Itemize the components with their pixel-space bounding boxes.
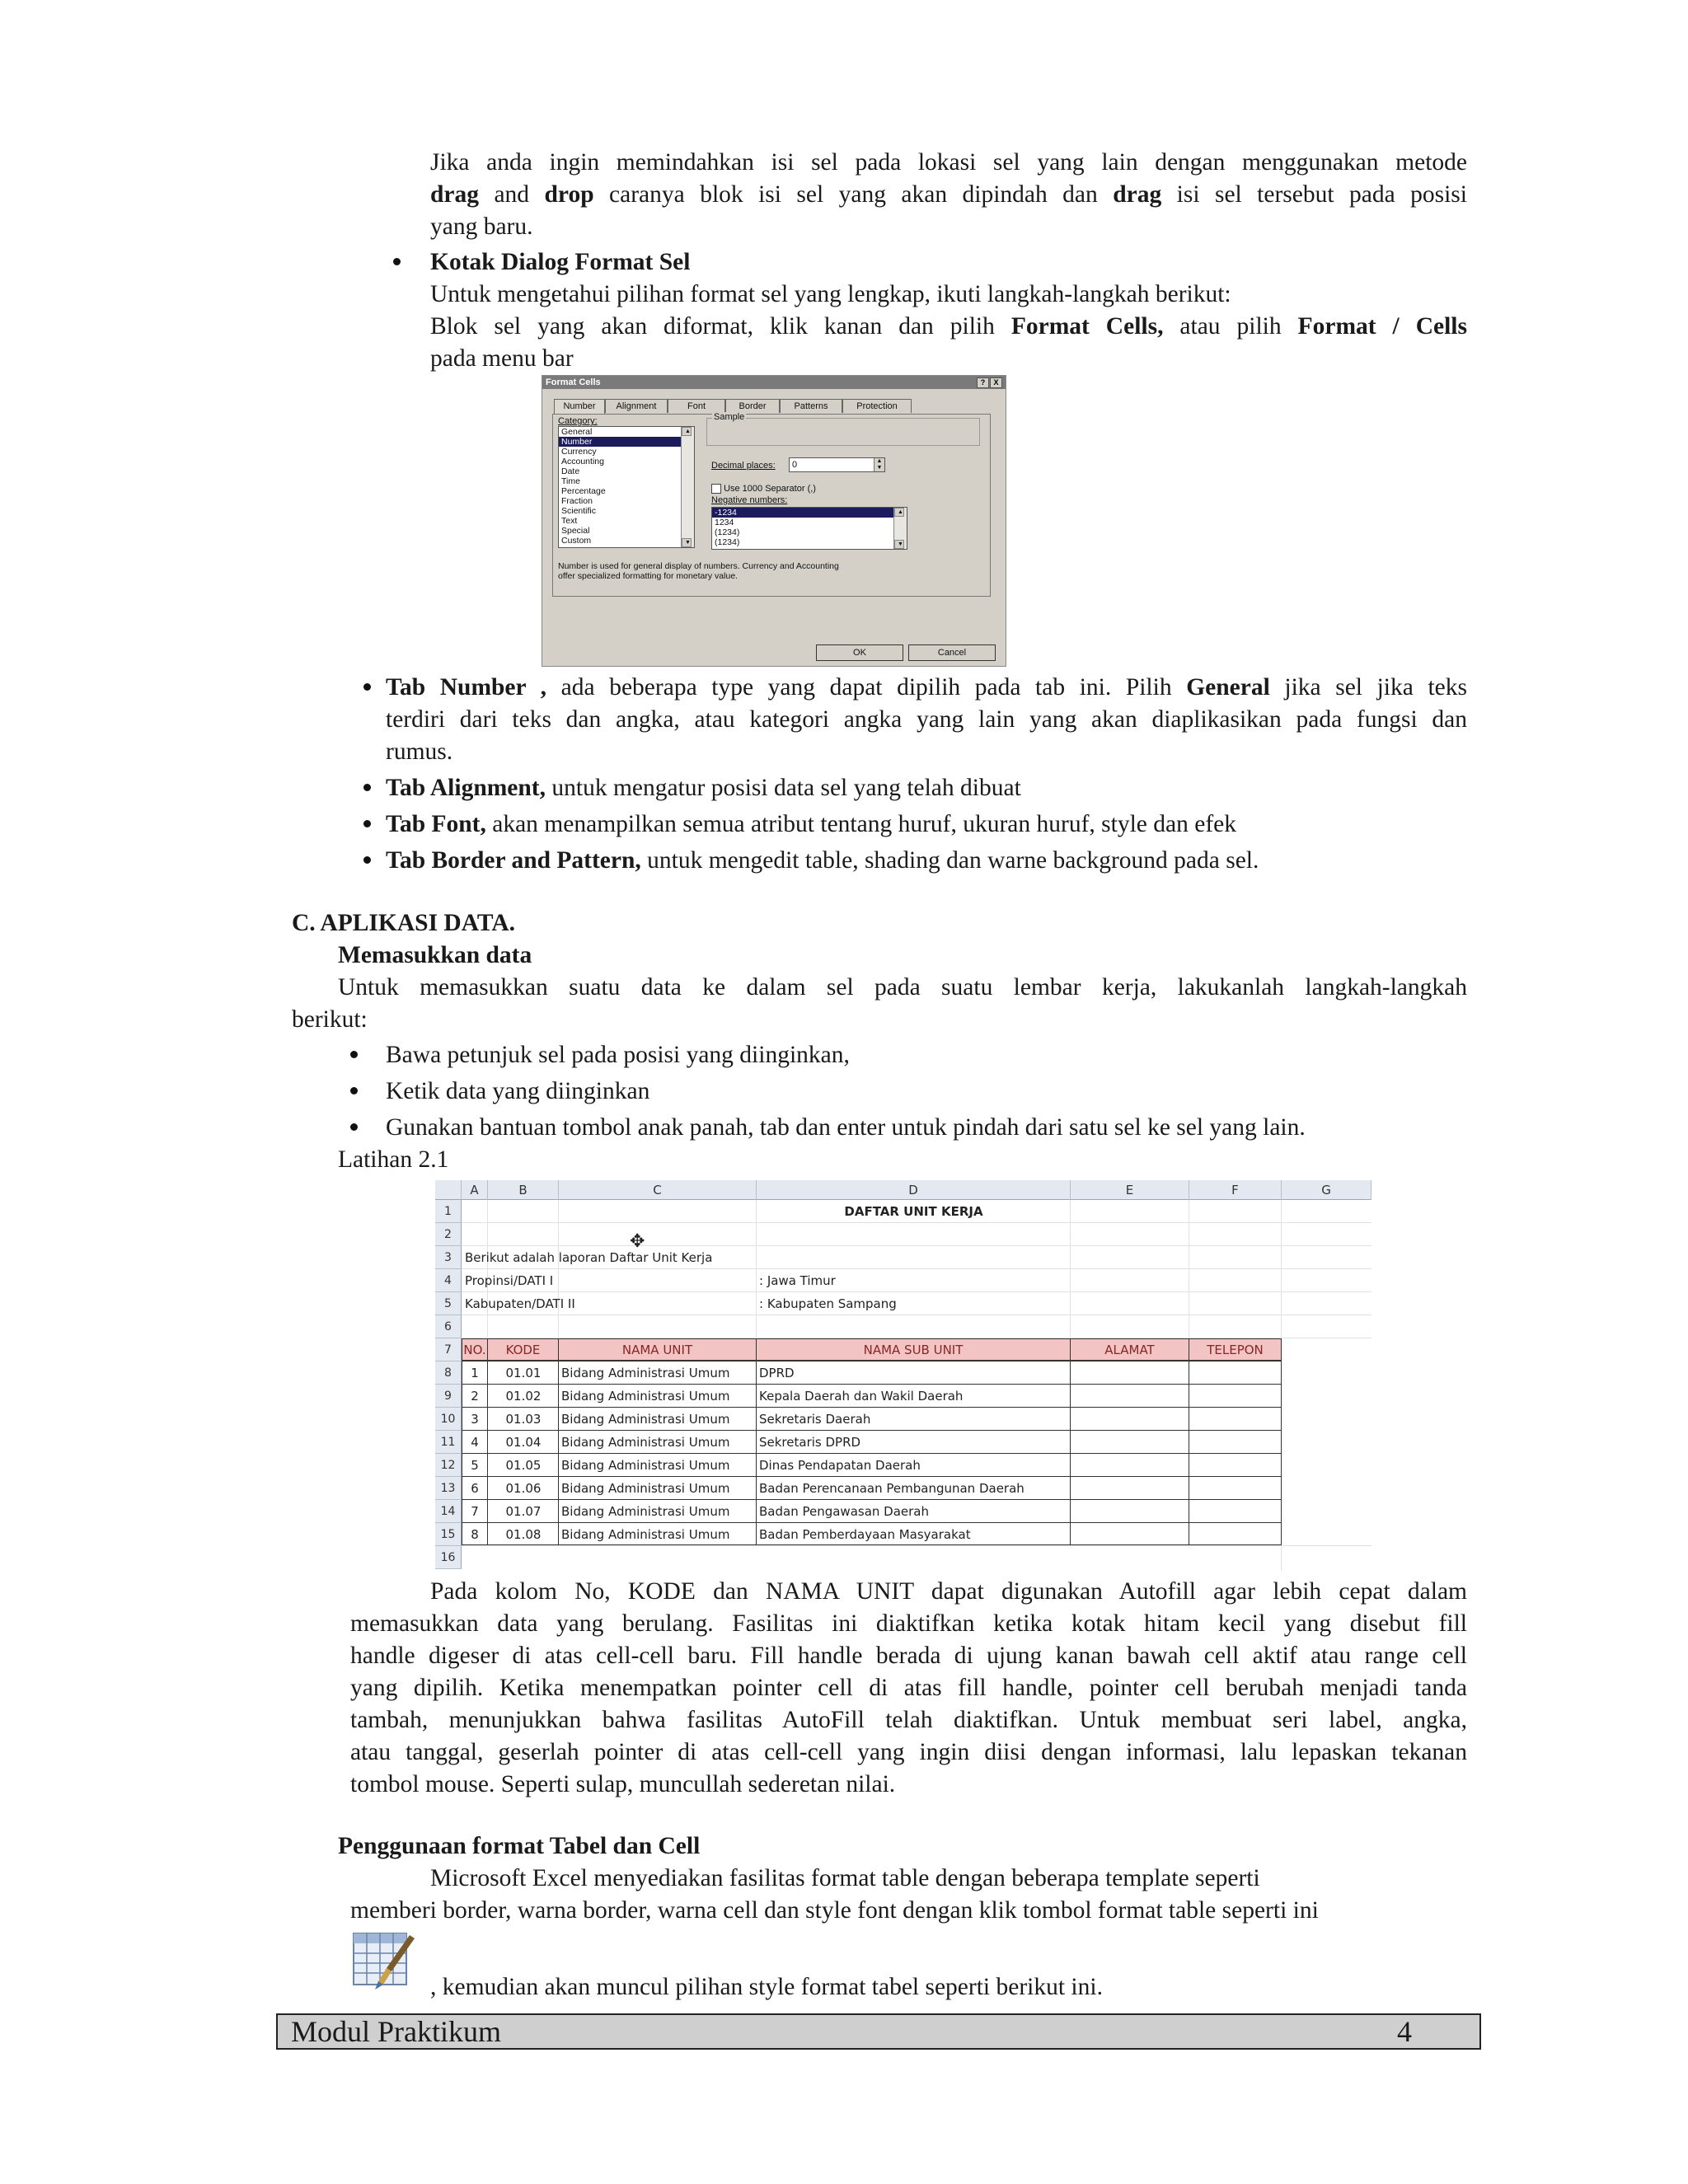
row-header[interactable]: 4 — [435, 1269, 462, 1292]
row-header[interactable]: 6 — [435, 1315, 462, 1338]
category-item[interactable]: Text — [561, 516, 578, 526]
decimal-label: Decimal places: — [711, 461, 776, 471]
table-cell-kode[interactable]: 01.01 — [505, 1366, 542, 1380]
step-item: Gunakan bantuan tombol anak panah, tab dan enter untuk pindah dari satu sel ke sel yang lain. — [386, 1114, 1306, 1141]
step-item: Ketik data yang diinginkan — [386, 1078, 650, 1104]
row-header[interactable]: 16 — [435, 1546, 462, 1569]
autofill-paragraph — [350, 1576, 1467, 1801]
intro-line-3: yang baru. — [430, 213, 533, 240]
table-cell-no[interactable]: 7 — [471, 1504, 479, 1519]
close-button[interactable]: X — [990, 377, 1002, 388]
row-header[interactable]: 10 — [435, 1408, 462, 1431]
format-section-line-1: Untuk mengetahui pilihan format sel yang lengkap, ikuti langkah-langkah berikut: — [430, 281, 1231, 307]
table-cell-unit[interactable]: Bidang Administrasi Umum — [561, 1366, 730, 1380]
tab-number-desc — [386, 672, 1467, 768]
category-item[interactable]: Fraction — [561, 496, 593, 506]
row-header[interactable]: 3 — [435, 1246, 462, 1269]
category-label: Category: — [558, 416, 598, 426]
autofill-line: memasukkan data yang berulang. Fasilitas ini diaktifkan ketika kotak hitam kecil yang disebut fill — [350, 1610, 1467, 1637]
row-header[interactable]: 9 — [435, 1385, 462, 1408]
category-item[interactable]: Custom — [561, 536, 592, 546]
table-cell-no[interactable]: 1 — [471, 1366, 479, 1380]
negative-item-selected[interactable]: -1234 — [712, 508, 907, 518]
row-header[interactable]: 8 — [435, 1361, 462, 1385]
negative-item[interactable]: (1234) — [715, 527, 740, 537]
tab-font-desc: Tab Font, akan menampilkan semua atribut tentang huruf, ukuran huruf, style dan efek — [386, 811, 1236, 837]
table-cell-kode[interactable]: 01.04 — [505, 1435, 542, 1450]
row-header[interactable]: 15 — [435, 1523, 462, 1546]
table-cell-sub[interactable]: Dinas Pendapatan Daerah — [759, 1458, 921, 1473]
autofill-line: tombol mouse. Seperti sulap, muncullah sederetan nilai. — [350, 1771, 896, 1797]
dialog-description — [558, 561, 839, 581]
cancel-button[interactable]: Cancel — [908, 644, 996, 661]
scroll-up-icon[interactable]: ▲ — [894, 508, 904, 517]
scroll-down-icon[interactable]: ▼ — [894, 540, 904, 549]
table-cell-unit[interactable]: Bidang Administrasi Umum — [561, 1458, 730, 1473]
column-header[interactable]: F — [1189, 1180, 1282, 1200]
sheet-title[interactable]: DAFTAR UNIT KERJA — [844, 1204, 983, 1219]
autofill-line: yang dipilih. Ketika menempatkan pointer cell di atas fill handle, pointer cell berubah menjadi tanda — [350, 1675, 1467, 1701]
autofill-line: Pada kolom No, KODE dan NAMA UNIT dapat digunakan Autofill agar lebih cepat dalam — [430, 1578, 1467, 1605]
autofill-line: atau tanggal, geserlah pointer di atas cell-cell yang ingin diisi dengan informasi, lalu lepaskan tekanan — [350, 1739, 1467, 1765]
row-header[interactable]: 5 — [435, 1292, 462, 1315]
table-header-cell[interactable]: ALAMAT — [1070, 1338, 1189, 1361]
table-cell-kode[interactable]: 01.07 — [505, 1504, 542, 1519]
info-value[interactable]: : Kabupaten Sampang — [759, 1296, 897, 1311]
category-item[interactable]: Accounting — [561, 457, 604, 466]
select-all-corner[interactable] — [435, 1180, 462, 1200]
table-cell-sub[interactable]: Sekretaris Daerah — [759, 1412, 871, 1427]
bullet-dot — [350, 1087, 358, 1094]
sample-group — [706, 412, 980, 446]
cell-cursor-icon: ✥ — [630, 1231, 645, 1252]
info-value[interactable]: : Jawa Timur — [759, 1273, 836, 1288]
table-cell-no[interactable]: 3 — [471, 1412, 479, 1427]
info-label[interactable]: Berikut adalah laporan Daftar Unit Kerja — [465, 1250, 713, 1265]
row-header[interactable]: 14 — [435, 1500, 462, 1523]
tab-border-desc: Tab Border and Pattern, untuk mengedit table, shading dan warne background pada sel. — [386, 847, 1259, 874]
intro-paragraph — [430, 147, 1467, 243]
tab-patterns[interactable]: Patterns — [780, 399, 842, 413]
dialog-titlebar — [542, 376, 1006, 389]
category-list[interactable] — [558, 426, 695, 548]
format-section-title: Kotak Dialog Format Sel — [430, 249, 691, 275]
table-header-cell[interactable]: NAMA SUB UNIT — [756, 1338, 1071, 1361]
page-footer — [276, 2013, 1481, 2050]
table-cell-no[interactable]: 6 — [471, 1481, 479, 1496]
negative-item[interactable]: (1234) — [715, 537, 740, 547]
bullet-dot — [363, 784, 371, 791]
category-scrollbar[interactable] — [681, 427, 694, 547]
row-header[interactable]: 1 — [435, 1200, 462, 1223]
category-item[interactable]: Time — [561, 476, 580, 486]
table-cell-no[interactable]: 5 — [471, 1458, 479, 1473]
bullet-dot — [350, 1123, 358, 1131]
category-item[interactable]: Scientific — [561, 506, 597, 516]
table-cell-unit[interactable]: Bidang Administrasi Umum — [561, 1481, 730, 1496]
section-c-subheading: Memasukkan data — [338, 942, 532, 968]
table-cell-unit[interactable]: Bidang Administrasi Umum — [561, 1504, 730, 1519]
decimal-value: 0 — [792, 460, 798, 470]
table-cell-kode[interactable]: 01.03 — [505, 1412, 542, 1427]
table-cell-sub[interactable]: Badan Pengawasan Daerah — [759, 1504, 930, 1519]
tab-alignment[interactable]: Alignment — [605, 399, 668, 413]
dialog-tab-panel — [552, 414, 991, 597]
latihan-label: Latihan 2.1 — [338, 1146, 449, 1173]
dialog-title: Format Cells — [546, 377, 601, 387]
page-number: 4 — [1397, 2015, 1412, 2048]
tab-protection[interactable]: Protection — [842, 399, 912, 413]
step-item: Bawa petunjuk sel pada posisi yang diinginkan, — [386, 1042, 850, 1068]
info-label[interactable]: Propinsi/DATI I — [465, 1273, 554, 1288]
table-cell-unit[interactable]: Bidang Administrasi Umum — [561, 1527, 730, 1542]
bullet-dot — [363, 820, 371, 827]
table-header-cell[interactable]: NO. — [462, 1338, 488, 1361]
ok-button[interactable]: OK — [816, 644, 903, 661]
format-table-line-1: Microsoft Excel menyediakan fasilitas format table dengan beberapa template seperti — [430, 1865, 1260, 1891]
tab-number-line-1: Tab Number , ada beberapa type yang dapat dipilih pada tab ini. Pilih General jika sel jika teks — [386, 674, 1467, 701]
category-item[interactable]: General — [561, 427, 593, 437]
category-item[interactable]: Date — [561, 466, 580, 476]
tab-number-line-2: terdiri dari teks dan angka, atau kategori angka yang lain yang akan diaplikasikan pada fungsi dan — [386, 706, 1467, 733]
tab-number[interactable]: Number — [554, 399, 605, 415]
description-line-2: offer specialized formatting for monetary value. — [558, 571, 738, 581]
table-cell-unit[interactable]: Bidang Administrasi Umum — [561, 1435, 730, 1450]
negative-scrollbar[interactable] — [893, 508, 907, 549]
section-c-line-2: berikut: — [292, 1006, 368, 1033]
category-item-selected[interactable]: Number — [559, 437, 694, 447]
table-header-cell[interactable]: TELEPON — [1189, 1338, 1282, 1361]
table-cell-sub[interactable]: Kepala Daerah dan Wakil Daerah — [759, 1389, 964, 1404]
format-section-line-3: pada menu bar — [430, 345, 574, 372]
scroll-down-icon[interactable]: ▼ — [682, 538, 692, 547]
table-cell-sub[interactable]: Badan Perencanaan Pembangunan Daerah — [759, 1481, 1025, 1496]
table-cell-kode[interactable]: 01.08 — [505, 1527, 542, 1542]
table-cell-no[interactable]: 4 — [471, 1435, 479, 1450]
separator-label: Use 1000 Separator (,) — [724, 484, 816, 494]
format-table-line-2: memberi border, warna border, warna cell dan style font dengan klik tombol format table seperti ini — [350, 1897, 1319, 1924]
table-header-cell[interactable]: KODE — [487, 1338, 559, 1361]
bullet-dot — [350, 1051, 358, 1058]
tab-number-line-3: rumus. — [386, 738, 453, 765]
table-cell-sub[interactable]: DPRD — [759, 1366, 795, 1380]
section-c-line-1: Untuk memasukkan suatu data ke dalam sel pada suatu lembar kerja, lakukanlah langkah-langkah — [338, 974, 1467, 1001]
tab-font[interactable]: Font — [668, 399, 725, 413]
sample-label: Sample — [714, 412, 745, 422]
row-header[interactable]: 12 — [435, 1454, 462, 1477]
table-cell-kode[interactable]: 01.02 — [505, 1389, 542, 1404]
format-cells-dialog — [542, 375, 1006, 667]
separator-checkbox[interactable] — [711, 484, 721, 494]
tab-alignment-desc: Tab Alignment, untuk mengatur posisi data sel yang telah dibuat — [386, 775, 1021, 801]
category-item[interactable]: Percentage — [561, 486, 606, 496]
bullet-dot — [363, 683, 371, 691]
format-table-icon[interactable] — [350, 1930, 420, 1994]
column-header[interactable]: A — [462, 1180, 488, 1200]
section-c-heading: C. APLIKASI DATA. — [292, 910, 516, 936]
spinner-icon[interactable]: ▲ ▼ — [874, 458, 884, 471]
scroll-up-icon[interactable]: ▲ — [682, 427, 692, 436]
column-header[interactable]: E — [1071, 1180, 1189, 1200]
description-line-1: Number is used for general display of numbers. Currency and Accounting — [558, 561, 839, 571]
autofill-line: tambah, menunjukkan bahwa fasilitas AutoFill telah diaktifkan. Untuk membuat seri label, angka, — [350, 1707, 1467, 1733]
format-section — [430, 246, 1467, 375]
row-header[interactable]: 2 — [435, 1223, 462, 1246]
table-cell-sub[interactable]: Badan Pemberdayaan Masyarakat — [759, 1527, 971, 1542]
decimal-input[interactable] — [789, 457, 885, 472]
format-table-line-3: , kemudian akan muncul pilihan style format tabel seperti berikut ini. — [430, 1974, 1103, 2000]
bullet-dot — [363, 856, 371, 864]
negative-item[interactable]: 1234 — [715, 518, 734, 527]
table-header-cell[interactable]: NAMA UNIT — [558, 1338, 757, 1361]
table-cell-sub[interactable]: Sekretaris DPRD — [759, 1435, 861, 1450]
separator-checkbox-row[interactable] — [711, 484, 816, 494]
row-header[interactable]: 7 — [435, 1338, 462, 1361]
footer-title: Modul Praktikum — [291, 2015, 502, 2048]
column-header[interactable]: C — [559, 1180, 757, 1200]
table-cell-kode[interactable]: 01.05 — [505, 1458, 542, 1473]
info-label[interactable]: Kabupaten/DATI II — [465, 1296, 575, 1311]
excel-screenshot — [435, 1180, 1372, 1571]
table-cell-no[interactable]: 8 — [471, 1527, 479, 1542]
format-table-heading: Penggunaan format Tabel dan Cell — [338, 1833, 701, 1859]
category-item[interactable]: Special — [561, 526, 590, 536]
help-button[interactable]: ? — [977, 377, 989, 388]
column-header[interactable]: D — [757, 1180, 1071, 1200]
row-header[interactable]: 13 — [435, 1477, 462, 1500]
intro-line-1: Jika anda ingin memindahkan isi sel pada lokasi sel yang lain dengan menggunakan metode — [430, 149, 1467, 176]
bullet-dot — [393, 258, 401, 265]
category-item[interactable]: Currency — [561, 447, 597, 457]
intro-line-2: drag and drop caranya blok isi sel yang akan dipindah dan drag isi sel tersebut pada posisi — [430, 181, 1467, 208]
table-cell-unit[interactable]: Bidang Administrasi Umum — [561, 1412, 730, 1427]
table-cell-unit[interactable]: Bidang Administrasi Umum — [561, 1389, 730, 1404]
table-cell-kode[interactable]: 01.06 — [505, 1481, 542, 1496]
column-header[interactable]: G — [1282, 1180, 1372, 1200]
autofill-line: handle digeser di atas cell-cell baru. Fill handle berada di ujung kanan bawah cell aktif atau range cell — [350, 1643, 1467, 1669]
format-section-line-2: Blok sel yang akan diformat, klik kanan dan pilih Format Cells, atau pilih Format / Cells — [430, 313, 1467, 340]
grid-line — [558, 1200, 559, 1338]
table-cell-no[interactable]: 2 — [471, 1389, 479, 1404]
row-header[interactable]: 11 — [435, 1431, 462, 1454]
grid-line — [462, 1291, 1372, 1292]
tab-border[interactable]: Border — [725, 399, 780, 413]
negative-list[interactable] — [711, 507, 907, 550]
column-header[interactable]: B — [488, 1180, 559, 1200]
negative-label: Negative numbers: — [711, 495, 788, 505]
